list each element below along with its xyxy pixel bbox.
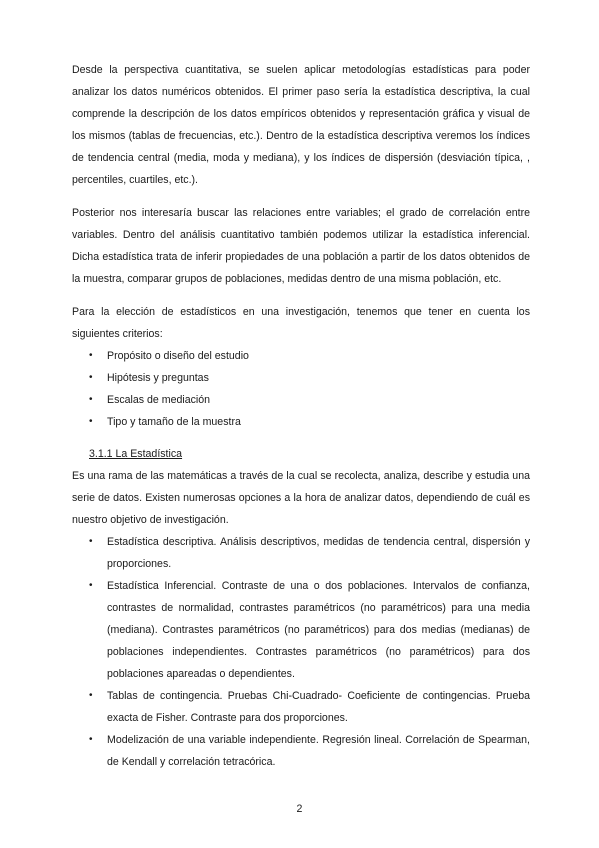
criteria-list bbox=[72, 345, 530, 433]
bullet-icon: • bbox=[89, 580, 93, 591]
list-item bbox=[72, 367, 530, 389]
paragraph-criteria-intro: Para la elección de estadísticos en una investigación, tenemos que tener en cuenta los siguientes criterios: bbox=[72, 306, 530, 340]
bullet-icon: • bbox=[89, 536, 93, 547]
page-content bbox=[72, 59, 530, 783]
list-item-text: Modelización de una variable independiente. Regresión lineal. Correlación de Spearman, de Kendall y correlación tetracórica. bbox=[107, 734, 530, 768]
list-item-text: Estadística descriptiva. Análisis descriptivos, medidas de tendencia central, dispersión y proporciones. bbox=[107, 536, 530, 570]
list-item bbox=[72, 411, 530, 433]
list-item-text: Propósito o diseño del estudio bbox=[107, 350, 249, 362]
list-item-text: Hipótesis y preguntas bbox=[107, 372, 209, 384]
list-item bbox=[72, 531, 530, 575]
list-item bbox=[72, 685, 530, 729]
list-item bbox=[72, 575, 530, 685]
paragraph-statistics-definition: Es una rama de las matemáticas a través de la cual se recolecta, analiza, describe y estudia una serie de datos. Existen numerosas opciones a la hora de analizar datos, dependiendo de cuál es nuestro objetivo de investigación. bbox=[72, 470, 530, 526]
list-item-text: Escalas de mediación bbox=[107, 394, 211, 406]
bullet-icon: • bbox=[89, 734, 93, 745]
page-number: 2 bbox=[296, 803, 303, 815]
bullet-icon: • bbox=[89, 394, 93, 405]
paragraph-intro: Desde la perspectiva cuantitativa, se suelen aplicar metodologías estadísticas para poder analizar los datos numéricos obtenidos. El primer paso sería la estadística descriptiva, la cual comprende la descripción de los datos empíricos obtenidos y representación gráfica y visual de los mismos (tablas de frecuencias, etc.). Dentro de la estadística descriptiva veremos los índices de tendencia central (media, moda y mediana), y los índices de dispersión (desviación típica, , percentiles, cuartiles, etc.). bbox=[72, 64, 530, 186]
list-item bbox=[72, 345, 530, 367]
bullet-icon: • bbox=[89, 372, 93, 383]
list-item bbox=[72, 729, 530, 773]
bullet-icon: • bbox=[89, 690, 93, 701]
paragraph-relations: Posterior nos interesaría buscar las relaciones entre variables; el grado de correlación entre variables. Dentro del análisis cuantitativo también podemos utilizar la estadística inferencial. Dicha estadística trata de inferir propiedades de una población a partir de los datos obtenidos de la muestra, comparar grupos de poblaciones, medidas dentro de una misma población, etc. bbox=[72, 207, 530, 285]
list-item-text: Estadística Inferencial. Contraste de una o dos poblaciones. Intervalos de confianza, contrastes de normalidad, contrastes paramétricos (no paramétricos) para una media (mediana). Contrastes paramétricos (no paramétricos) para dos medias (medianas) de poblaciones independientes. Contrastes paramétricos (no paramétricos) para dos poblaciones apareadas o dependientes. bbox=[107, 580, 530, 680]
bullet-icon: • bbox=[89, 350, 93, 361]
list-item-text: Tipo y tamaño de la muestra bbox=[107, 416, 241, 428]
statistics-types-list bbox=[72, 531, 530, 773]
list-item-text: Tablas de contingencia. Pruebas Chi-Cuadrado- Coeficiente de contingencias. Prueba exacta de Fisher. Contraste para dos proporciones. bbox=[107, 690, 530, 724]
bullet-icon: • bbox=[89, 416, 93, 427]
section-heading: 3.1.1 La Estadística bbox=[89, 448, 183, 460]
list-item bbox=[72, 389, 530, 411]
